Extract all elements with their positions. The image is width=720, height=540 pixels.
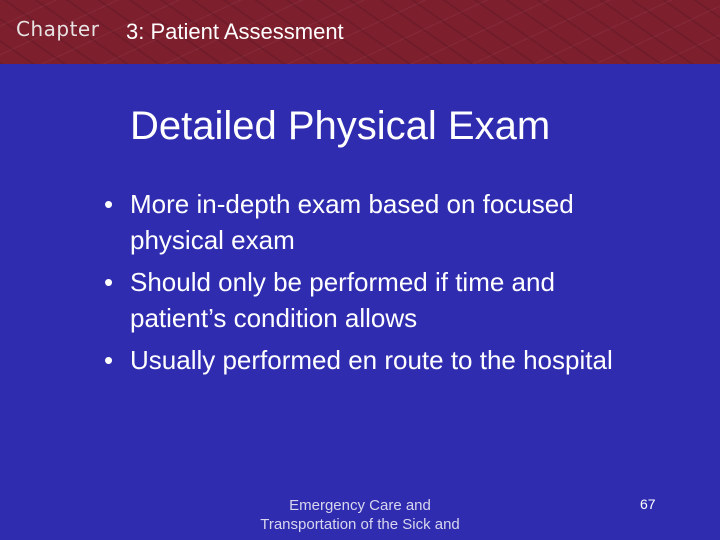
page-number: 67 [640, 496, 656, 512]
bullet-item [104, 186, 624, 258]
bullet-icon: • [104, 267, 114, 297]
chapter-title: 3: Patient Assessment [126, 19, 344, 44]
footer-line: Transportation of the Sick and [260, 516, 460, 533]
chapter-word: Chapter [16, 17, 100, 41]
slide-title: Detailed Physical Exam [130, 104, 551, 148]
bullet-text: More in-depth exam based on focused physical exam [130, 189, 574, 255]
footer-text [240, 496, 480, 534]
bullet-list [104, 186, 624, 384]
footer-line: Emergency Care and [289, 497, 431, 514]
bullet-text: Should only be performed if time and patient’s condition allows [130, 267, 555, 333]
bullet-text: Usually performed en route to the hospital [130, 345, 613, 375]
bullet-icon: • [104, 345, 114, 375]
bullet-icon: • [104, 189, 114, 219]
bullet-item [104, 264, 624, 336]
bullet-item [104, 342, 624, 378]
header-bar [0, 0, 720, 64]
